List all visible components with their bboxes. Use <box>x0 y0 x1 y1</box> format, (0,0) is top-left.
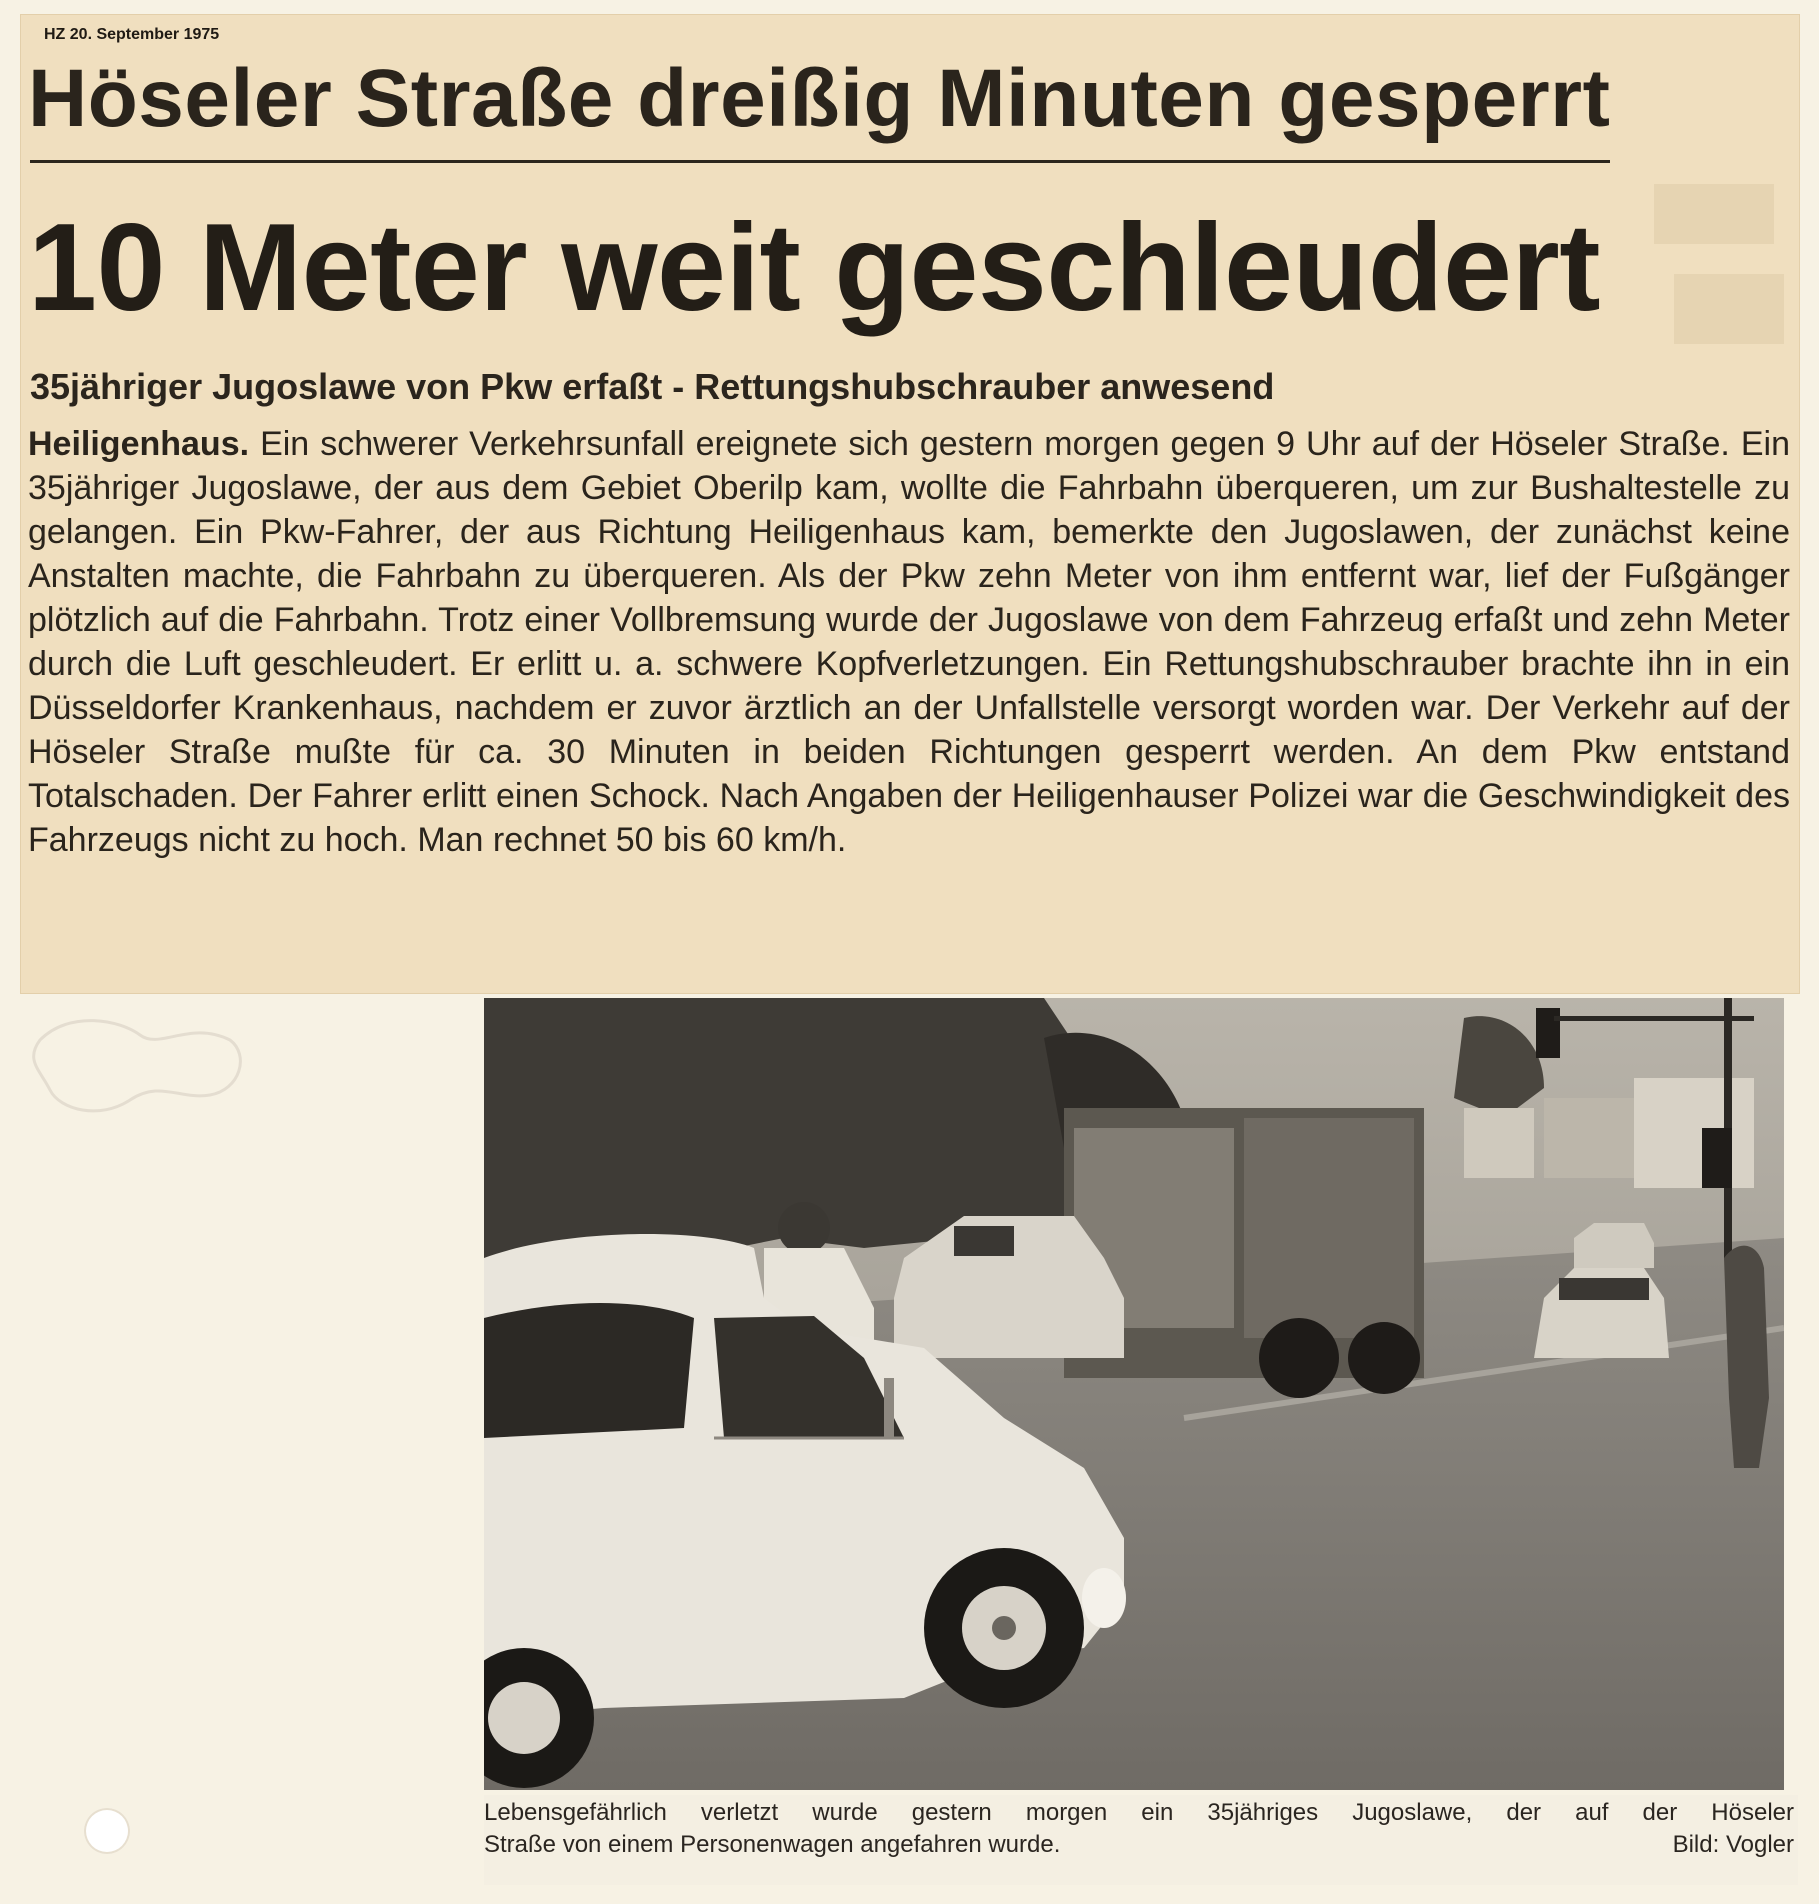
subheadline: 35jähriger Jugoslawe von Pkw erfaßt - Rettungshubschrauber anwesend <box>30 366 1275 407</box>
headline-rule <box>30 160 1610 163</box>
article-lead: Heiligenhaus. <box>28 425 250 463</box>
article-clipping <box>20 14 1800 994</box>
caption-line-1: Lebensgefährlich verletzt wurde gestern morgen ein 35jähriges Jugoslawe, der auf der Höseler <box>484 1799 1794 1826</box>
caption-line-2: Straße von einem Personenwagen angefahren wurde. <box>484 1831 1061 1858</box>
punch-hole <box>84 1808 130 1854</box>
dateline: HZ 20. September 1975 <box>44 26 220 43</box>
photo-credit: Bild: Vogler <box>1672 1831 1794 1858</box>
bleed-through-text <box>1634 174 1794 392</box>
main-headline: 10 Meter weit geschleudert <box>28 199 1600 337</box>
article-text: Ein schwerer Verkehrsunfall ereignete sich gestern morgen gegen 9 Uhr auf der Höseler Straße. Ein 35jähriger Jugoslawe, der aus dem Gebiet Oberilp kam, wollte die Fahrbahn überqueren, um zur Bushaltestelle zu gelangen. Ein Pkw-Fahrer, der aus Richtung Heiligenhaus kam, bemerkte den Jugoslawen, der zunächst keine Anstalten machte, die Fahrbahn zu überqueren. Als der Pkw zehn Meter von ihm entfernt war, lief der Fußgänger plötzlich auf die Fahrbahn. Trotz einer Vollbremsung wurde der Jugoslawe von dem Fahrzeug erfaßt und zehn Meter durch die Luft geschleudert. Er erlitt u. a. schwere Kopfverletzungen. Ein Rettungshubschrauber brachte ihn in ein Düsseldorfer Krankenhaus, nachdem er zuvor ärztlich an der Unfallstelle versorgt worden war. Der Verkehr auf der Höseler Straße mußte für ca. 30 Minuten in beiden Richtungen gesperrt werden. An dem Pkw entstand Totalschaden. Der Fahrer erlitt einen Schock. Nach Angaben der Heiligenhauser Polizei war die Geschwindigkeit des Fahrzeugs nicht zu hoch. Man rechnet 50 bis 60 km/h. <box>28 425 1790 859</box>
kicker-headline: Höseler Straße dreißig Minuten gesperrt <box>28 53 1611 144</box>
article-body <box>28 422 1790 862</box>
news-photo <box>484 998 1784 1790</box>
photo-car-accident-scene <box>484 998 1784 1790</box>
photo-caption <box>484 1795 1798 1885</box>
pencil-scribble <box>10 1000 270 1140</box>
